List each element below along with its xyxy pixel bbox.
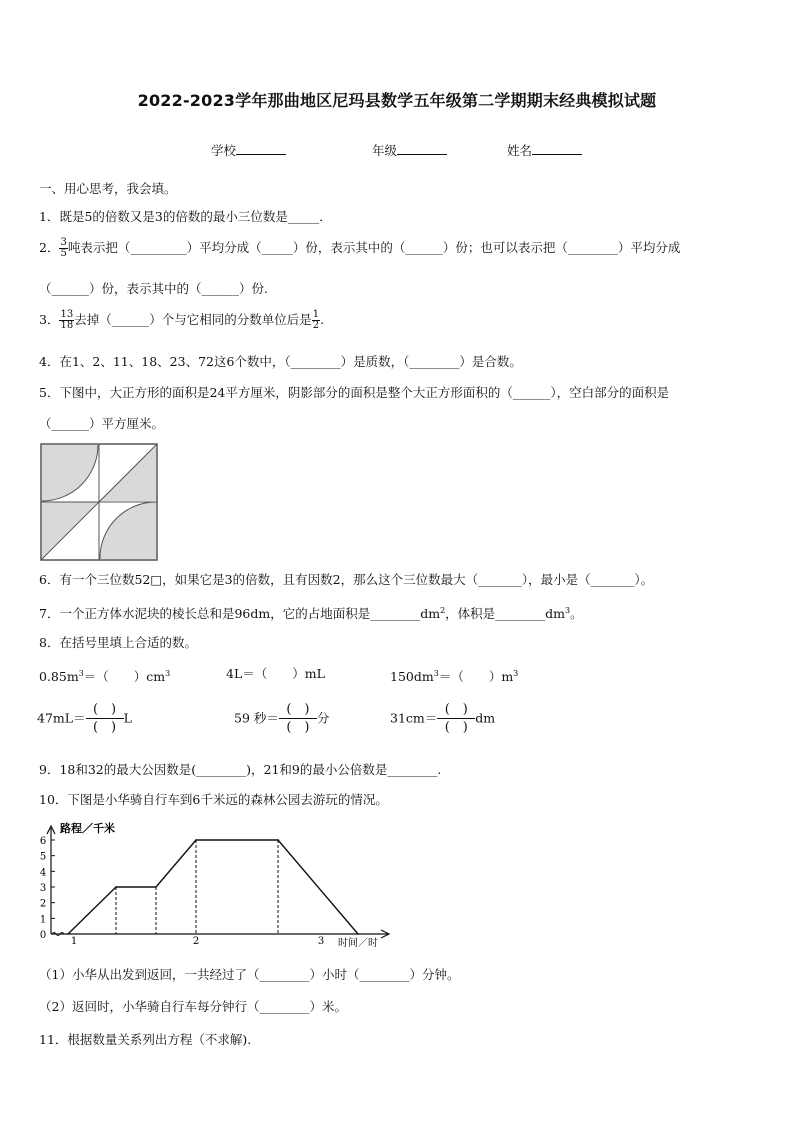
fraction-answer[interactable]: $\frac{( )}{( )}$ xyxy=(279,701,317,736)
conversion-6: 31cm＝ $\frac{( )}{( )}$ dm xyxy=(390,702,496,735)
question-11: 11．根据数量关系列出方程（不求解). xyxy=(39,1032,252,1047)
y-tick-label: 4 xyxy=(39,867,47,879)
y-tick-label: 2 xyxy=(39,898,47,910)
school-label: 学校 xyxy=(211,143,237,158)
section-heading: 一、用心思考，我会填。 xyxy=(39,181,177,196)
conversion-2: 4L＝（ ）mL xyxy=(226,666,325,681)
question-10-part1: （1）小华从出发到返回，一共经过了（________）小时（________）分钟。 xyxy=(39,967,460,982)
series-line xyxy=(68,840,358,934)
grade-label: 年级 xyxy=(372,143,398,158)
conversion-5: 59 秒＝ $\frac{( )}{( )}$ 分 xyxy=(234,702,330,735)
question-2-line1: 2． $\frac{3}{5}$ 吨表示把（_________）平均分成（_____）份，表示其中的（______）份；也可以表示把（________）平均分成 xyxy=(39,237,681,259)
question-5-line2: （______）平方厘米。 xyxy=(39,416,165,431)
fraction-answer[interactable]: $\frac{( )}{( )}$ xyxy=(437,701,475,736)
x-tick-label: 1 xyxy=(70,936,78,947)
y-tick-label: 0 xyxy=(39,930,47,941)
data-point xyxy=(67,933,69,935)
name-label: 姓名 xyxy=(507,143,533,158)
question-6: 6．有一个三位数52□，如果它是3的倍数，且有因数2，那么这个三位数最大（_______），最小是（_______）。 xyxy=(39,572,654,587)
question-5-line1: 5．下图中，大正方形的面积是24平方厘米，阴影部分的面积是整个大正方形面积的（______），空白部分的面积是 xyxy=(39,385,670,400)
grade-field[interactable] xyxy=(372,142,447,159)
y-tick-label: 1 xyxy=(39,914,47,926)
y-tick-label: 5 xyxy=(39,851,47,863)
question-9: 9．18和32的最大公因数是(________)，21和9的最小公倍数是________. xyxy=(39,762,442,777)
conversion-3: $150dm^3=$（ ）$m^3$ xyxy=(390,669,519,685)
square-figure xyxy=(40,443,158,561)
school-field[interactable] xyxy=(211,142,286,159)
x-tick-label: 2 xyxy=(192,936,200,947)
question-7: 7．一个正方体水泥块的棱长总和是96dm，它的占地面积是$\_\_\_\_\_\_\_\_dm^2$，体积是$\_\_\_\_\_\_\_\_dm^3$。 xyxy=(39,606,583,622)
question-3: 3． $\frac{13}{18}$ 去掉（______）个与它相同的分数单位后是 $\frac{1}{2}$ . xyxy=(39,309,325,331)
y-axis-label: 路程／千米 xyxy=(60,822,115,835)
y-tick-label: 6 xyxy=(39,836,47,847)
conversion-1: $0.85m^3=$（ ）$cm^3$ xyxy=(39,669,171,685)
question-4: 4．在1、2、11、18、23、72这6个数中，（________）是质数，（________）是合数。 xyxy=(39,354,522,369)
question-2-line2: （______）份，表示其中的（______）份. xyxy=(39,281,268,296)
conversion-4: 47mL＝ $\frac{( )}{( )}$ L xyxy=(37,702,132,735)
data-point xyxy=(357,933,359,935)
fraction-answer[interactable]: $\frac{( )}{( )}$ xyxy=(86,701,124,736)
x-tick-label: 3 xyxy=(317,936,325,947)
name-field[interactable] xyxy=(507,142,582,159)
question-1: 1．既是5的倍数又是3的倍数的最小三位数是_____． xyxy=(39,209,332,224)
fraction: $\frac{13}{18}$ xyxy=(60,309,74,331)
data-point xyxy=(155,886,157,888)
question-10: 10．下图是小华骑自行车到6千米远的森林公园去游玩的情况。 xyxy=(39,792,388,807)
data-point xyxy=(195,839,197,841)
question-8: 8．在括号里填上合适的数。 xyxy=(39,635,197,650)
x-axis-label: 时间／时 xyxy=(338,938,378,949)
fraction: $\frac{1}{2}$ xyxy=(312,309,320,331)
y-tick-label: 3 xyxy=(39,883,47,894)
data-point xyxy=(277,839,279,841)
question-10-part2: （2）返回时，小华骑自行车每分钟行（________）米。 xyxy=(39,999,347,1014)
data-point xyxy=(115,886,117,888)
distance-time-chart xyxy=(38,818,398,953)
page-title: 2022-2023学年那曲地区尼玛县数学五年级第二学期期末经典模拟试题 xyxy=(137,91,657,110)
fraction: $\frac{3}{5}$ xyxy=(60,237,67,259)
